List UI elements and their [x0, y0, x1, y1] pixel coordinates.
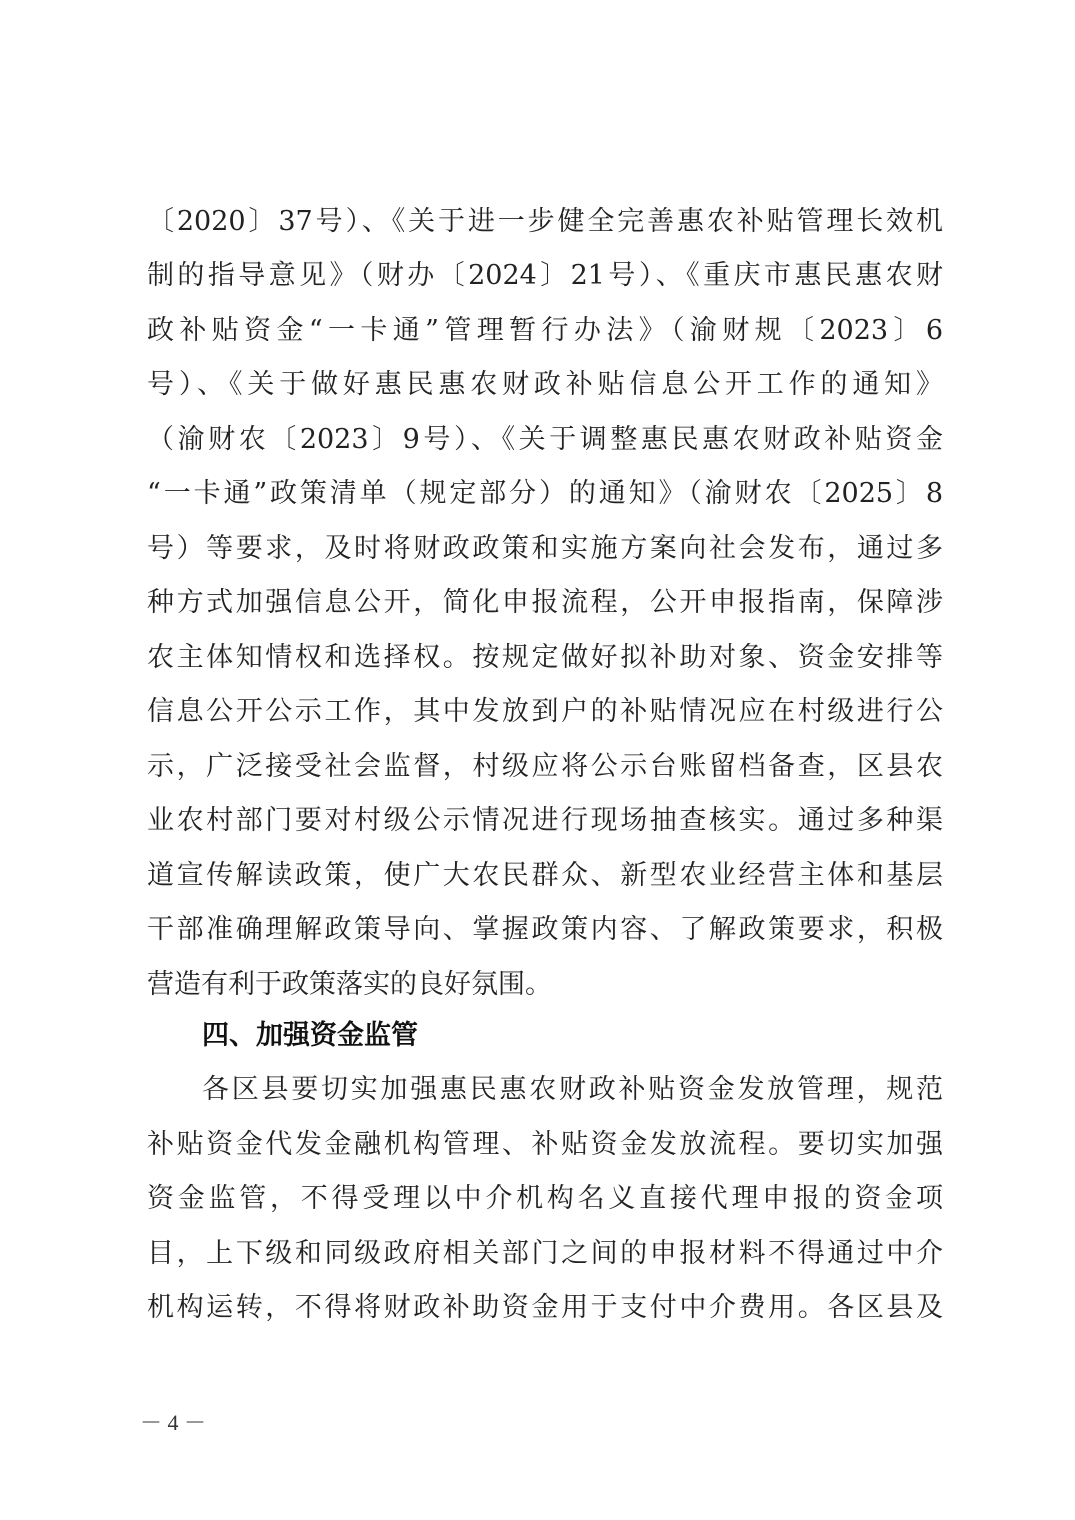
paragraph-line: 〔2020〕37号）、《关于进一步健全完善惠农补贴管理长效机 [147, 206, 943, 237]
paragraph-line: “一卡通”政策清单（规定部分）的通知》（渝财农〔2025〕8 [147, 478, 943, 509]
paragraph-line: 农主体知情权和选择权。按规定做好拟补助对象、资金安排等 [147, 642, 943, 673]
paragraph-line: 干部准确理解政策导向、掌握政策内容、了解政策要求，积极 [147, 914, 943, 945]
paragraph-line: 营造有利于政策落实的良好氛围。 [147, 969, 552, 1000]
paragraph-line: 机构运转，不得将财政补助资金用于支付中介费用。各区县及 [147, 1292, 943, 1323]
paragraph-line: 号）等要求，及时将财政政策和实施方案向社会发布，通过多 [147, 533, 943, 564]
paragraph-line: 业农村部门要对村级公示情况进行现场抽查核实。通过多种渠 [147, 805, 943, 836]
paragraph-line: 制的指导意见》（财办〔2024〕21号）、《重庆市惠民惠农财 [147, 260, 943, 291]
paragraph-line: 政补贴资金“一卡通”管理暂行办法》（渝财规〔2023〕6 [147, 315, 943, 346]
section-heading: 四、加强资金监管 [202, 1020, 418, 1051]
paragraph-line: 补贴资金代发金融机构管理、补贴资金发放流程。要切实加强 [147, 1129, 943, 1160]
paragraph-line: （渝财农〔2023〕9号）、《关于调整惠民惠农财政补贴资金 [147, 424, 943, 455]
paragraph-line: 信息公开公示工作，其中发放到户的补贴情况应在村级进行公 [147, 696, 943, 727]
paragraph-line: 道宣传解读政策，使广大农民群众、新型农业经营主体和基层 [147, 860, 943, 891]
paragraph-line: 种方式加强信息公开，简化申报流程，公开申报指南，保障涉 [147, 587, 943, 618]
paragraph-line: 示，广泛接受社会监督，村级应将公示台账留档备查，区县农 [147, 751, 943, 782]
paragraph-line: 号）、《关于做好惠民惠农财政补贴信息公开工作的通知》 [147, 369, 943, 400]
paragraph-line: 目，上下级和同级政府相关部门之间的申报材料不得通过中介 [147, 1238, 943, 1269]
page-number: － 4 － [140, 1410, 207, 1435]
paragraph-line: 各区县要切实加强惠民惠农财政补贴资金发放管理，规范 [202, 1074, 943, 1105]
paragraph-line: 资金监管，不得受理以中介机构名义直接代理申报的资金项 [147, 1183, 943, 1214]
